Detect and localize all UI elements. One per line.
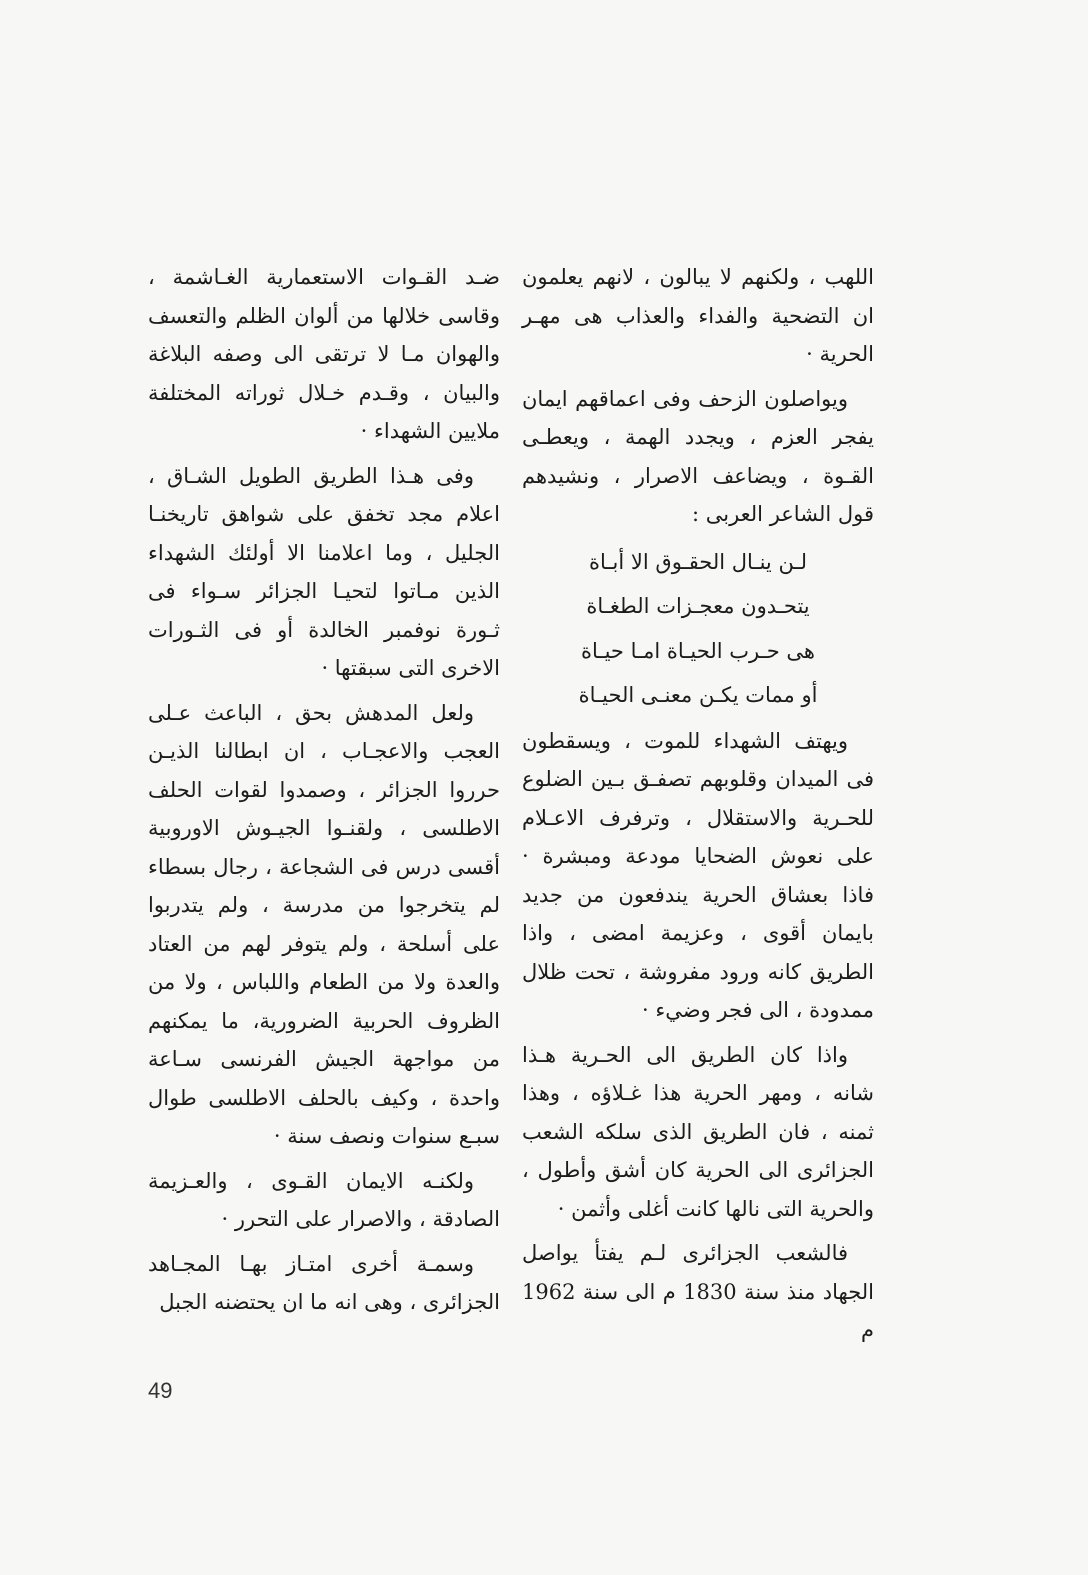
paragraph: ولكنـه الايمان القـوى ، والعـزيمة الصادقة ، والاصرار على التحرر · xyxy=(148,1168,500,1231)
right-text-column xyxy=(522,258,874,1356)
poem-verse: يتحـدون معجـزات الطغـاة xyxy=(586,594,810,618)
page-number: 49 xyxy=(148,1378,173,1403)
paragraph: ولعل المدهش بحق ، الباعث عـلى العجب والاعجـاب ، ان ابطالنا الذيـن حرروا الجزائر ، وصمدوا لقوات الحلف الاطلسى ، ولقنـوا الجيـوش الاوروبية أقسى درس فى الشجاعة ، رجال بسطاء لم يتخرجوا من مدرسة ، ولم يتدربوا على أسلحة ، ولم يتوفر لهم من العتاد والعدة ولا من الطعام واللباس ، ولا من الظروف الحربية الضرورية، ما يمكنهم من مواجهة الجيش الفرنسى سـاعة واحدة ، وكيف بالحلف الاطلسى طوال سبـع سنوات ونصف سنة · xyxy=(148,700,500,1148)
paragraph: ويواصلون الزحف وفى اعماقهم ايمان يفجر العزم ، ويجدد الهمة ، ويعطـى القـوة ، ويضاعف الاصرار ، ونشيدهم قول الشاعر العربى : xyxy=(522,386,874,526)
poem-verses xyxy=(522,540,874,718)
paragraph: واذا كان الطريق الى الحـرية هـذا شانه ، ومهر الحرية هذا غـلاؤه ، وهذا ثمنه ، فان الطريق الذى سلكه الشعب الجزائرى الى الحرية كان أشق وأطول ، والحرية التى نالها كانت أغلى وأثمن · xyxy=(522,1042,874,1221)
paragraph: ويهتف الشهداء للموت ، ويسقطون فى الميدان وقلوبهم تصفـق بـين الضلوع للحـرية والاستقلال ، وترفرف الاعـلام على نعوش الضحايا مودعة ومبشرة · فاذا بعشاق الحرية يندفعون من جديد بايمان أقوى ، وعزيمة امضى ، واذا الطريق كانه ورود مفروشة ، تحت ظلال ممدودة ، الى فجر وضيء · xyxy=(522,728,874,1022)
poem-verse: لـن ينـال الحقـوق الا أبـاة xyxy=(589,549,807,574)
paragraph: فالشعب الجزائرى لـم يفتأ يواصل الجهاد منذ سنة 1830 م الى سنة 1962 م xyxy=(522,1241,875,1342)
left-text-column xyxy=(148,258,500,1328)
poem-verse: أو ممات يكـن معنـى الحيـاة xyxy=(578,683,818,707)
paragraph: اللهب ، ولكنهم لا يبالون ، لانهم يعلمون ان التضحية والفداء والعذاب هى مهـر الحرية · xyxy=(522,265,874,366)
paragraph: وسمـة أخرى امتـاز بهـا المجـاهد الجزائرى ، وهى انه ما ان يحتضنه الجبل xyxy=(148,1251,500,1314)
paragraph: وفى هـذا الطريق الطويل الشـاق ، اعلام مجد تخفق على شواهق تاريخنـا الجليل ، وما اعلامنا الا أولئك الشهداء الذين مـاتوا لتحيـا الجزائر سـواء فى ثـورة نوفمبر الخالدة أو فى الثـورات الاخرى التى سبقتها · xyxy=(148,463,500,680)
paragraph: ضـد القـوات الاستعمارية الغـاشمة ، وقاسى خلالها من ألوان الظلم والتعسف والهوان مـا لا ترتقى الى وصفه البلاغة والبيان ، وقـدم خـلال ثوراته المختلفة ملايين الشهداء · xyxy=(148,265,500,443)
poem-verse: هى حـرب الحيـاة امـا حيـاة xyxy=(581,638,815,663)
